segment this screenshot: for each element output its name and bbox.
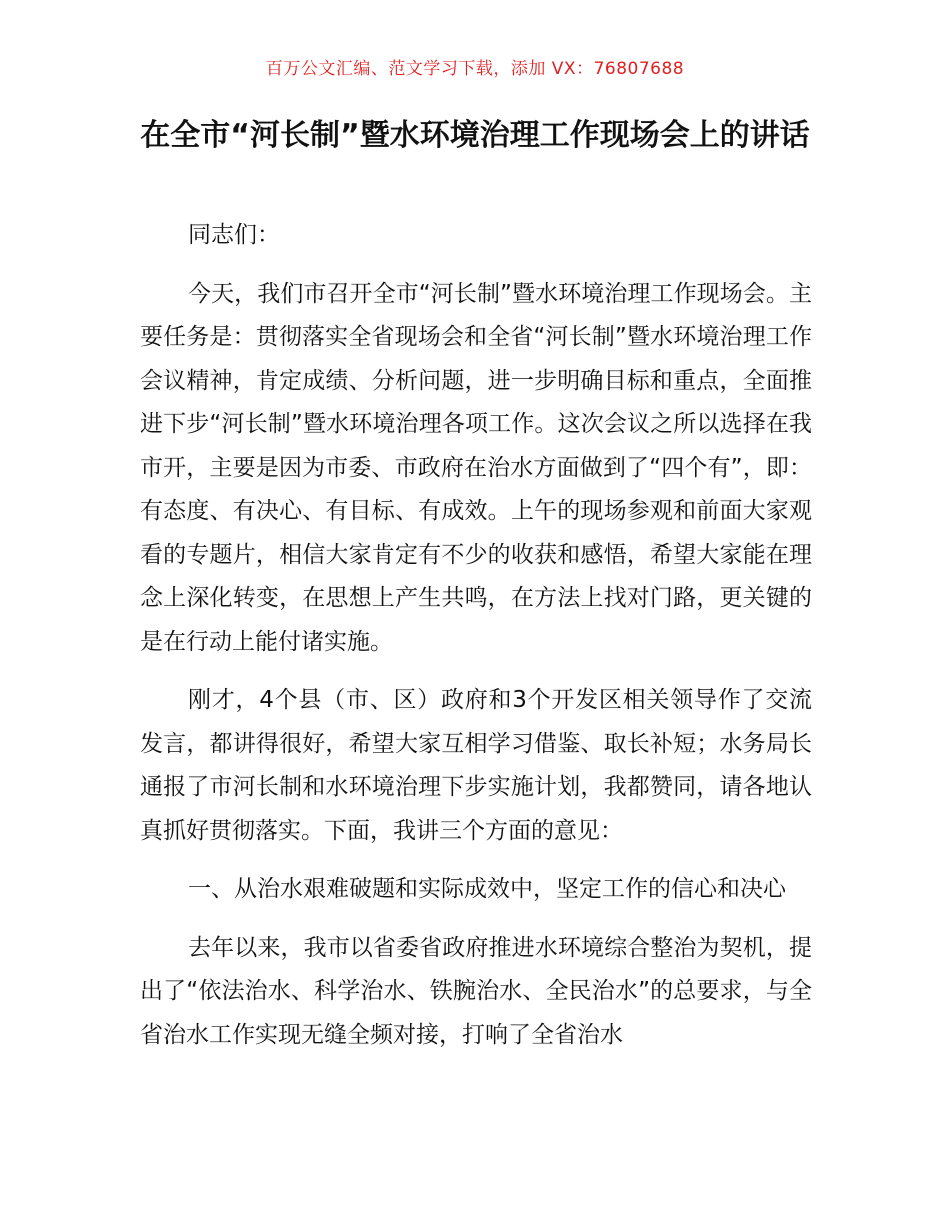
body-paragraph: 刚才，4个县（市、区）政府和3个开发区相关领导作了交流发言，都讲得很好，希望大家互相学习借鉴、取长补短；水务局长通报了市河长制和水环境治理下步实施计划，我都赞同，请各地认真抓好贯彻落实。下面，我讲三个方面的意见： xyxy=(140,687,812,844)
body-paragraph: 去年以来，我市以省委省政府推进水环境综合整治为契机，提出了“依法治水、科学治水、铁腕治水、全民治水”的总要求，与全省治水工作实现无缝全频对接，打响了全省治水 xyxy=(140,934,812,1048)
salutation-paragraph: 同志们： xyxy=(188,222,280,248)
header-note: 百万公文汇编、范文学习下载，添加 VX：76807688 xyxy=(265,59,685,79)
document-title: 在全市“河长制”暨水环境治理工作现场会上的讲话 xyxy=(140,118,810,153)
document-body xyxy=(140,214,812,1057)
body-paragraph: 今天，我们市召开全市“河长制”暨水环境治理工作现场会。主要任务是：贯彻落实全省现场会和全省“河长制”暨水环境治理工作会议精神，肯定成绩、分析问题，进一步明确目标和重点，全面推进下步“河长制”暨水环境治理各项工作。这次会议之所以选择在我市开，主要是因为市委、市政府在治水方面做到了“四个有”，即：有态度、有决心、有目标、有成效。上午的现场参观和前面大家观看的专题片，相信大家肯定有不少的收获和感悟，希望大家能在理念上深化转变，在思想上产生共鸣，在方法上找对门路，更关键的是在行动上能付诸实施。 xyxy=(140,280,812,655)
section-heading: 一、从治水艰难破题和实际成效中，坚定工作的信心和决心 xyxy=(188,876,786,902)
